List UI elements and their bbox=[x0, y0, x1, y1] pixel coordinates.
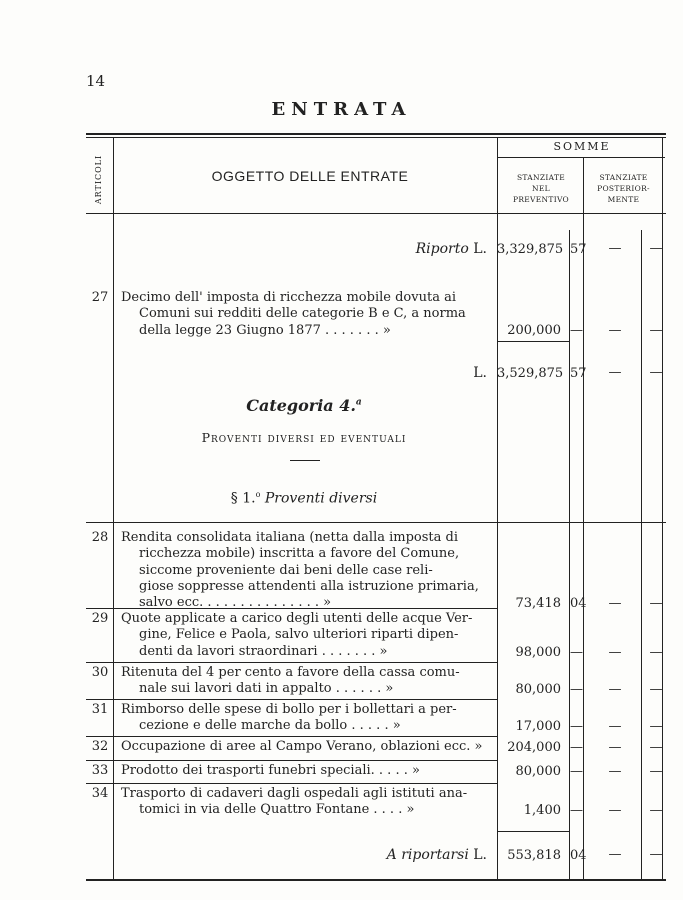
article-text-line: giose soppresse attendenti alla istruzione primaria, bbox=[139, 578, 479, 594]
article-dash: — bbox=[649, 644, 663, 660]
subtotal-cents: 57 bbox=[570, 366, 587, 381]
article-number: 32 bbox=[91, 739, 109, 754]
article-text bbox=[121, 611, 487, 660]
article-text-line: Trasporto di cadaveri dagli ospedali agli istituti ana- bbox=[121, 786, 468, 801]
article-dash: — bbox=[649, 719, 663, 735]
article-text bbox=[121, 530, 487, 611]
article-dash: — bbox=[649, 596, 663, 612]
article-amount: 204,000 bbox=[507, 740, 561, 755]
article-number: 33 bbox=[91, 763, 109, 778]
article-text bbox=[121, 763, 487, 779]
article-dash: — bbox=[649, 803, 663, 819]
article-text-line: Rendita consolidata italiana (netta dalla imposta di bbox=[121, 530, 458, 545]
article-amount: 80,000 bbox=[515, 764, 561, 779]
article-cents: — bbox=[570, 644, 583, 660]
article-text bbox=[121, 665, 487, 698]
section-rule bbox=[86, 522, 666, 523]
riporto-cents: 57 bbox=[570, 242, 587, 257]
article-text-line: Ritenuta del 4 per cento a favore della cassa comu- bbox=[121, 665, 460, 680]
article-cents: — bbox=[570, 764, 583, 779]
row-separator bbox=[86, 699, 497, 700]
article-text-line: Quote applicate a carico degli utenti delle acque Ver- bbox=[121, 611, 473, 626]
article-cents: — bbox=[570, 323, 583, 338]
header-bottom-rule bbox=[86, 213, 666, 214]
article-text-line: siccome proveniente dai beni delle case reli- bbox=[139, 562, 433, 578]
article-text: Decimo dell' imposta di ricchezza mobile dovuta ai Comuni sui redditi delle categorie B e C, a norma della legge 23 Giugno 1877 . . . . . . . » bbox=[121, 290, 466, 338]
article-amount: 80,000 bbox=[515, 682, 561, 698]
riporto-dash: — bbox=[649, 241, 663, 256]
carry-forward-dash: — bbox=[649, 847, 663, 862]
col-divider-inner bbox=[641, 230, 642, 879]
header-stanziate-posteriormente: STANZIATE POSTERIOR- MENTE bbox=[597, 173, 650, 204]
article-text-line: denti da lavori straordinari . . . . . . . » bbox=[139, 643, 388, 659]
article-number: 27 bbox=[91, 290, 109, 305]
carry-forward-cents: 04 bbox=[570, 848, 587, 863]
table-top-rule-inner bbox=[86, 137, 666, 138]
article-amount: 200,000 bbox=[507, 323, 561, 338]
col-divider-articoli bbox=[113, 137, 114, 879]
riporto-label: Riporto L. bbox=[415, 241, 487, 257]
separator bbox=[290, 460, 320, 461]
row-separator bbox=[86, 608, 497, 609]
article-text-line: cezione e delle marche da bollo . . . . . » bbox=[139, 718, 401, 734]
article-text-line: tomici in via delle Quattro Fontane . . . . » bbox=[139, 802, 415, 818]
article-dash: — bbox=[608, 719, 622, 735]
article-dash: — bbox=[608, 740, 622, 755]
category-subtitle: Proventi diversi ed eventuali bbox=[201, 430, 407, 445]
table-bottom-rule bbox=[86, 879, 666, 881]
subtotal-dash: — bbox=[608, 365, 622, 380]
article-dash: — bbox=[608, 764, 622, 779]
article-dash: — bbox=[649, 323, 663, 338]
category-heading: Categoria 4.$^a$ bbox=[246, 396, 362, 415]
subtotal-rule bbox=[497, 341, 569, 342]
article-number: 28 bbox=[91, 530, 109, 545]
article-text-line: Prodotto dei trasporti funebri speciali. . . . . » bbox=[121, 763, 420, 778]
subtotal-amount: 3,529,875 bbox=[497, 366, 564, 381]
article-text bbox=[121, 702, 487, 735]
page-title: ENTRATA bbox=[271, 99, 412, 120]
article-amount: 17,000 bbox=[515, 719, 561, 735]
somme-rule bbox=[497, 157, 665, 158]
article-cents: — bbox=[570, 682, 583, 698]
page-number: 14 bbox=[86, 72, 106, 90]
article-dash: — bbox=[608, 596, 622, 612]
article-dash: — bbox=[608, 644, 622, 660]
article-text bbox=[121, 786, 487, 819]
article-cents: — bbox=[570, 803, 583, 819]
carry-forward-amount: 553,818 bbox=[507, 848, 561, 863]
article-amount: 98,000 bbox=[515, 644, 561, 660]
article-dash: — bbox=[608, 803, 622, 819]
article-dash: — bbox=[608, 682, 622, 698]
subtotal-label: L. bbox=[473, 365, 487, 381]
article-text-line: ricchezza mobile) inscritta a favore del Comune, bbox=[139, 546, 460, 562]
table-top-rule bbox=[86, 133, 666, 135]
article-number: 29 bbox=[91, 611, 109, 626]
article-text-line: salvo ecc. . . . . . . . . . . . . . . » bbox=[139, 595, 332, 611]
article-number: 34 bbox=[91, 786, 109, 801]
header-stanziate-preventivo: STANZIATE NEL PREVENTIVO bbox=[512, 173, 570, 204]
article-text-line: gine, Felice e Paola, salvo ulteriori riparti dipen- bbox=[139, 627, 459, 643]
article-cents: 04 bbox=[570, 596, 587, 612]
header-somme: SOMME bbox=[553, 140, 611, 153]
article-number: 30 bbox=[91, 665, 109, 680]
article-text-line: Rimborso delle spese di bollo per i bollettari a per- bbox=[121, 702, 457, 717]
row-separator bbox=[86, 662, 497, 663]
carry-forward-dash: — bbox=[608, 847, 622, 862]
article-number: 31 bbox=[91, 702, 109, 717]
paragraph-heading: § 1.$^o$ Proventi diversi bbox=[230, 490, 378, 507]
row-separator bbox=[86, 760, 497, 761]
riporto-dash: — bbox=[608, 241, 622, 256]
article-text-line: nale sui lavori dati in appalto . . . . . . » bbox=[139, 681, 394, 697]
header-articoli: ARTICOLI bbox=[94, 154, 104, 204]
carry-forward-label: A riportarsi L. bbox=[386, 847, 487, 863]
article-dash: — bbox=[649, 682, 663, 698]
article-cents: — bbox=[570, 719, 583, 735]
article-text-line: Occupazione di aree al Campo Verano, oblazioni ecc. » bbox=[121, 739, 483, 754]
riporto-amount: 3,329,875 bbox=[497, 242, 564, 257]
article-dash: — bbox=[608, 323, 622, 338]
row-separator bbox=[86, 736, 497, 737]
article-amount: 73,418 bbox=[515, 596, 561, 612]
article-dash: — bbox=[649, 764, 663, 779]
header-oggetto: OGGETTO DELLE ENTRATE bbox=[211, 168, 409, 184]
subtotal-dash: — bbox=[649, 365, 663, 380]
row-separator bbox=[86, 783, 497, 784]
article-cents: — bbox=[570, 740, 583, 755]
article-amount: 1,400 bbox=[523, 803, 561, 819]
article-dash: — bbox=[649, 740, 663, 755]
article-text bbox=[121, 739, 487, 755]
total-rule bbox=[497, 831, 569, 832]
